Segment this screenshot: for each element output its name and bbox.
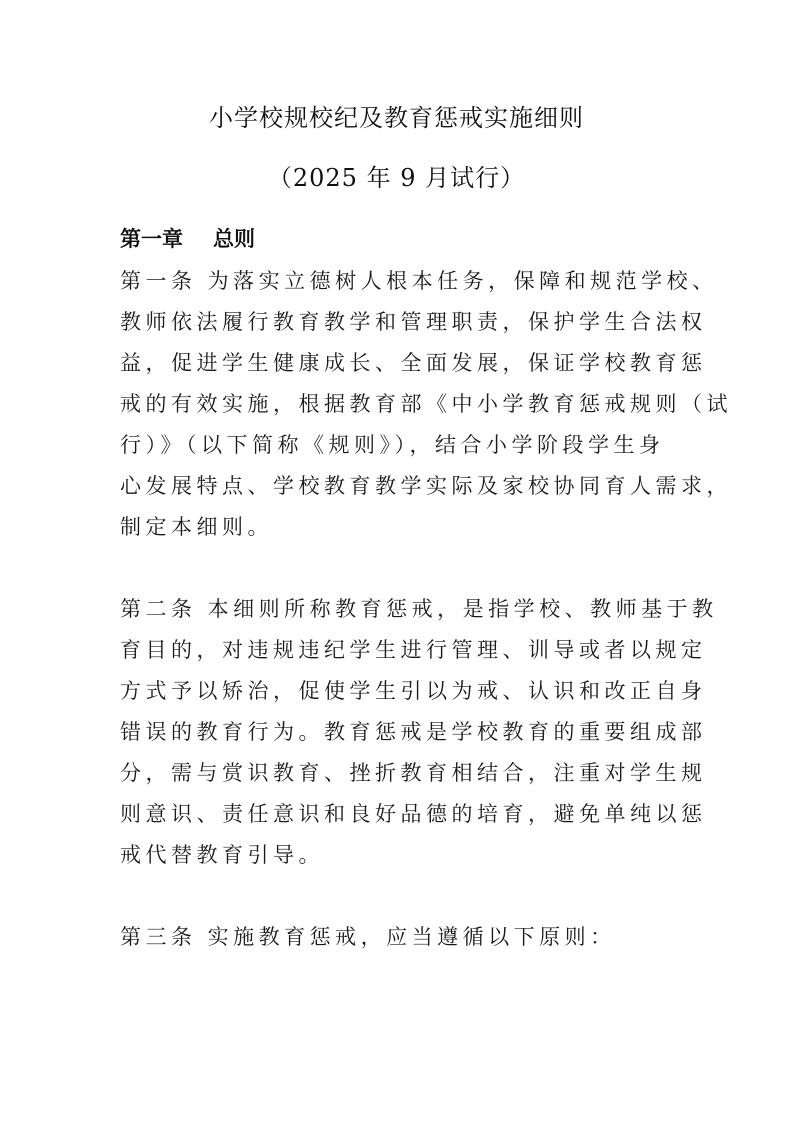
article-2-line: 则意识、责任意识和良好品德的培育，避免单纯以惩 xyxy=(120,802,707,826)
article-2-line: 戒代替教育引导。 xyxy=(120,843,324,867)
document-subtitle: （2025 年 9 月试行） xyxy=(267,164,526,192)
article-1-line: 行）》（以下简称《规则》），结合小学阶段学生身 xyxy=(120,433,665,457)
article-1 xyxy=(120,261,732,548)
article-1-line: 戒的有效实施，根据教育部《中小学教育惩戒规则（试 xyxy=(120,392,732,416)
paragraph-spacer xyxy=(120,876,676,917)
chapter-number: 第一章 xyxy=(120,227,183,251)
document-body xyxy=(120,220,732,958)
document-title: 小学校规校纪及教育惩戒实施细则 xyxy=(209,104,584,132)
article-2-line: 分，需与赏识教育、挫折教育相结合，注重对学生规 xyxy=(120,761,707,785)
article-2-line: 育目的，对违规违纪学生进行管理、训导或者以规定 xyxy=(120,638,707,662)
article-1-line: 心发展特点、学校教育教学实际及家校协同育人需求， xyxy=(120,474,732,498)
paragraph-spacer xyxy=(120,548,676,589)
article-1-line: 制定本细则。 xyxy=(120,515,273,539)
article-1-line: 第一条 为落实立德树人根本任务，保障和规范学校、 xyxy=(120,269,718,293)
article-2-line: 错误的教育行为。教育惩戒是学校教育的重要组成部 xyxy=(120,720,707,744)
article-2-line: 方式予以矫治，促使学生引以为戒、认识和改正自身 xyxy=(120,679,707,703)
article-3 xyxy=(120,917,676,958)
article-3-line: 第三条 实施教育惩戒，应当遵循以下原则： xyxy=(120,925,616,949)
article-1-line: 教师依法履行教育教学和管理职责，保护学生合法权 xyxy=(120,310,707,334)
chapter-name: 总则 xyxy=(213,227,255,251)
article-2 xyxy=(120,589,718,876)
chapter-heading xyxy=(120,220,676,258)
article-1-line: 益，促进学生健康成长、全面发展，保证学校教育惩 xyxy=(120,351,707,375)
article-2-line: 第二条 本细则所称教育惩戒，是指学校、教师基于教 xyxy=(120,597,718,621)
